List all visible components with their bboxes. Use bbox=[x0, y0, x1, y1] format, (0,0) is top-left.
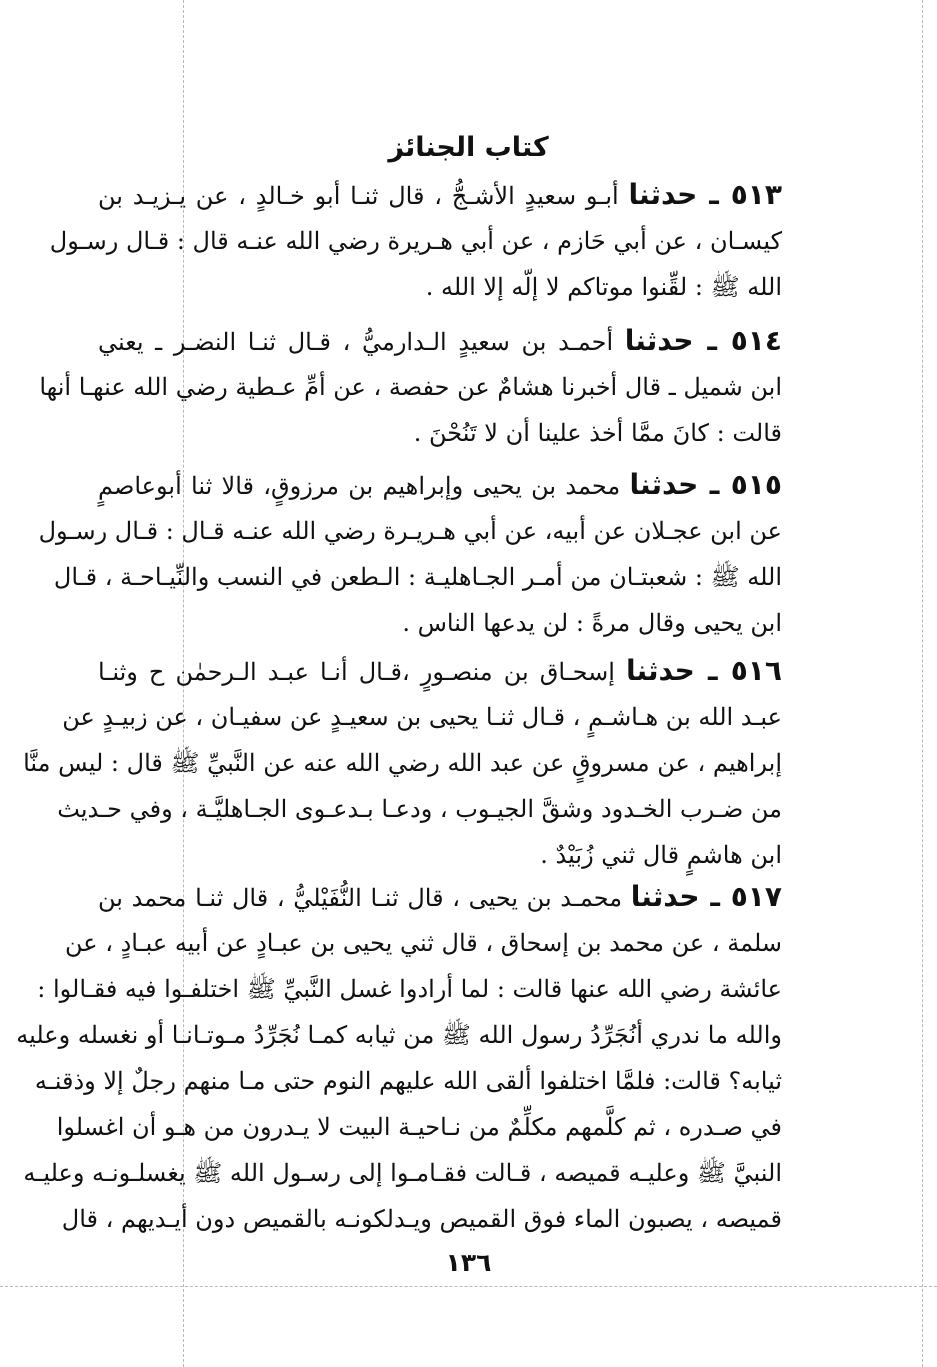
hadith-paragraph bbox=[16, 874, 782, 1242]
line-text: أبـو سعيدٍ الأشـجُّ ، قال ثنـا أبو خـالدٍ ، عن يـزيـد بن bbox=[98, 182, 619, 210]
text-line: ثيابه؟ قالت: فلمَّا اختلفوا ألقى الله عليهم النوم حتى مـا منهم رجلٌ إلا وذقنـه bbox=[34, 1067, 782, 1095]
line-text: محمـد بن يحيى ، قال ثنـا النُّفَيْليُّ ، قال ثنـا محمد بن bbox=[98, 884, 623, 912]
hadith-paragraph bbox=[23, 648, 782, 878]
hadith-paragraph bbox=[39, 318, 782, 456]
text-line: النبيَّ ﷺ وعليـه قميصه ، قـالت فقـامـوا إلى رسـول الله ﷺ يغسلـونـه وعليـه bbox=[23, 1159, 782, 1187]
hadith-paragraph bbox=[49, 172, 782, 310]
hadith-number: ٥١٣ ـ حدثنا bbox=[628, 178, 782, 211]
hadith-number: ٥١٤ ـ حدثنا bbox=[624, 324, 782, 357]
text-line: ابن شميل ـ قال أخبرنا هشامٌ عن حفصة ، عن أمِّ عـطية رضي الله عنهـا أنها bbox=[39, 373, 782, 401]
text-line: قميصه ، يصبون الماء فوق القميص ويـدلكونـه بالقميص دون أيـديهم ، قال bbox=[61, 1205, 782, 1233]
text-line: ابن يحيى وقال مرةً : لن يدعها الناس . bbox=[402, 609, 782, 637]
line-text: محمد بن يحيى وإبراهيم بن مرزوقٍ، قالا ثنا أبوعاصمٍ bbox=[98, 472, 621, 500]
text-line bbox=[98, 462, 782, 508]
text-line: في صـدره ، ثم كلَّمهم مكلِّمٌ من نـاحيـة البيت لا يـدرون من هـو أن اغسلوا bbox=[56, 1113, 782, 1141]
line-text: أحمـد بن سعيدٍ الـدارميُّ ، قـال ثنـا النضـر ـ يعني bbox=[98, 328, 614, 356]
text-line: إبراهيم ، عن مسروقٍ عن عبد الله رضي الله عنه عن النَّبيِّ ﷺ قال : ليس منَّا bbox=[23, 749, 782, 777]
text-line: كيسـان ، عن أبي حَازم ، عن أبي هـريرة رضي الله عنـه قال : قـال رسـول bbox=[49, 227, 782, 255]
hadith-number: ٥١٥ ـ حدثنا bbox=[629, 468, 782, 501]
text-line bbox=[98, 172, 782, 218]
text-line: قالت : كانَ ممَّا أخذ علينا أن لا تَنُحْنَ . bbox=[413, 419, 782, 447]
text-line: الله ﷺ : شعبتـان من أمـر الجـاهليـة : الـطعن في النسب والنِّيـاحـة ، قـال bbox=[53, 563, 782, 591]
text-line: عائشة رضي الله عنها قالت : لما أرادوا غسل النَّبيِّ ﷺ اختلفـوا فيه فقـالوا : bbox=[37, 975, 782, 1003]
chapter-title: كتاب الجنائز bbox=[388, 132, 549, 163]
text-line: عن ابن عجـلان عن أبيه، عن أبي هـريـرة رضي الله عنـه قـال : قـال رسـول bbox=[38, 517, 782, 545]
text-line: والله ما ندري أنُجَرِّدُ رسول الله ﷺ من ثيابه كمـا نُجَرِّدُ مـوتـانـا أو نغسله وعليه bbox=[16, 1021, 782, 1049]
text-line: الله ﷺ : لقِّنوا موتاكم لا إلّه إلا الله . bbox=[425, 273, 782, 301]
text-line: من ضـرب الخـدود وشقَّ الجيـوب ، ودعـا بـدعـوى الجـاهليَّـة ، وفي حـديث bbox=[57, 795, 782, 823]
text-line: سلمة ، عن محمد بن إسحاق ، قال ثني يحيى بن عبـادٍ عن أبيه عبـادٍ ، عن bbox=[65, 929, 782, 957]
text-line bbox=[98, 648, 782, 694]
scan-guide-line bbox=[922, 0, 923, 1367]
hadith-number: ٥١٧ ـ حدثنا bbox=[630, 880, 782, 913]
hadith-paragraph bbox=[38, 462, 782, 646]
text-line bbox=[98, 318, 782, 364]
text-line: ابن هاشمٍ قال ثني زُبَيْدٌ . bbox=[540, 841, 782, 869]
text-line bbox=[98, 874, 782, 920]
line-text: إسحـاق بن منصـورٍ ،قـال أنـا عبـد الـرحمٰن ح وثنـا bbox=[98, 658, 615, 686]
hadith-number: ٥١٦ ـ حدثنا bbox=[626, 654, 782, 687]
text-line: عبـد الله بن هـاشـمٍ ، قـال ثنـا يحيى بن سعيـدٍ عن سفيـان ، عن زبيـدٍ عن bbox=[62, 703, 782, 731]
scan-guide-line bbox=[0, 1286, 937, 1287]
page-number: ١٣٦ bbox=[445, 1248, 492, 1277]
